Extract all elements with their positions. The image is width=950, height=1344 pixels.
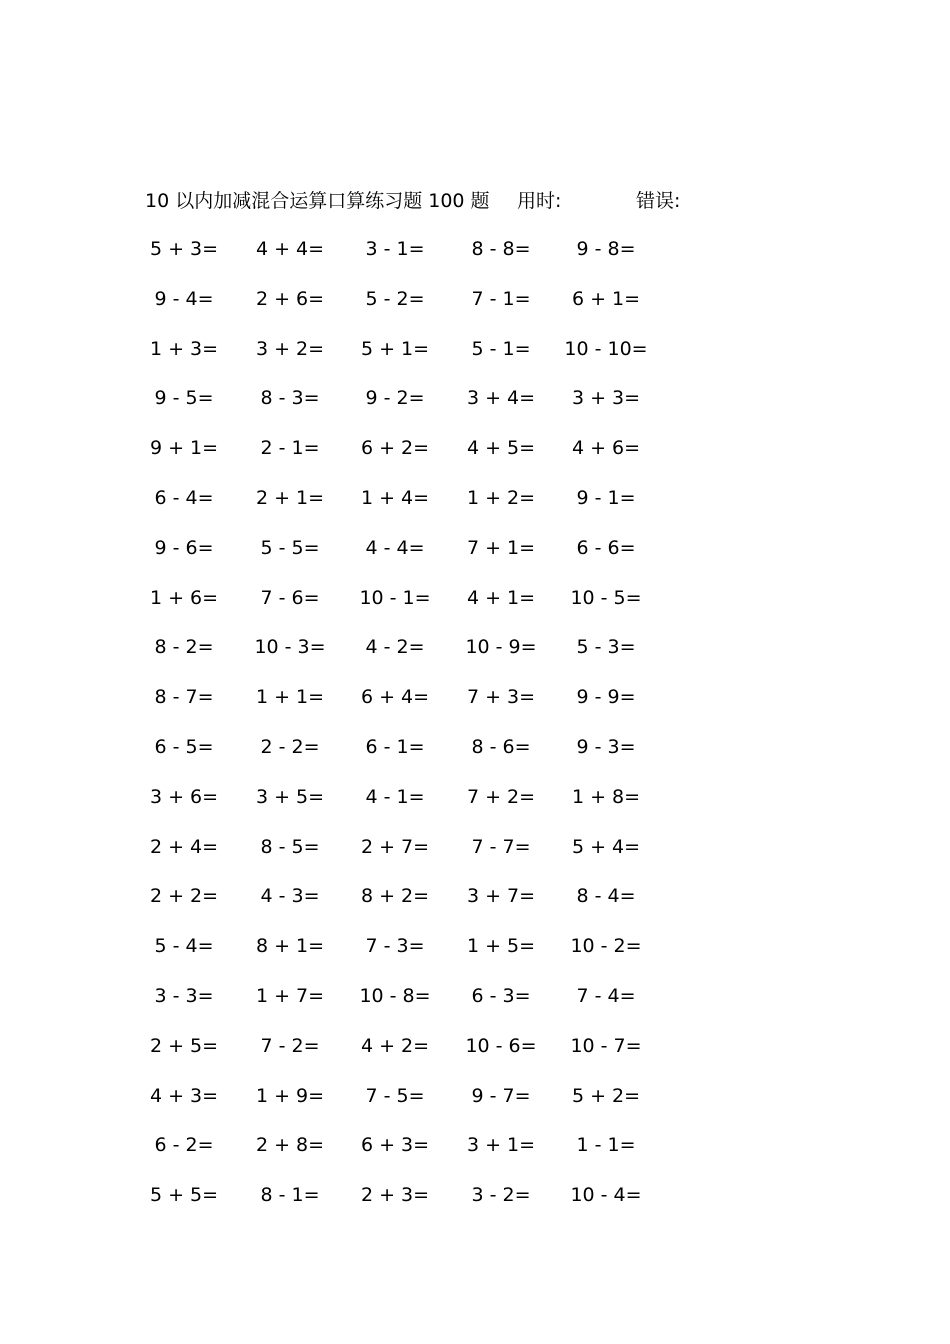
arithmetic-problem: 3 - 3=	[154, 984, 214, 1007]
arithmetic-problem: 7 + 3=	[466, 686, 536, 709]
arithmetic-problem: 5 - 4=	[154, 935, 214, 958]
arithmetic-problem: 9 - 4=	[154, 287, 214, 310]
arithmetic-problem: 7 - 6=	[260, 586, 320, 609]
arithmetic-problem: 8 - 6=	[471, 735, 531, 758]
arithmetic-problem: 2 - 2=	[260, 735, 320, 758]
arithmetic-problem: 1 + 7=	[255, 984, 325, 1007]
arithmetic-problem: 2 + 4=	[149, 835, 219, 858]
arithmetic-problem: 2 + 3=	[360, 1184, 430, 1207]
arithmetic-problem: 3 + 1=	[466, 1134, 536, 1157]
arithmetic-problem: 6 - 6=	[576, 536, 636, 559]
arithmetic-problem: 1 + 3=	[149, 337, 219, 360]
problem-row	[0, 433, 950, 483]
problem-row	[0, 1081, 950, 1131]
arithmetic-problem: 4 + 1=	[466, 586, 536, 609]
arithmetic-problem: 7 - 4=	[576, 984, 636, 1007]
arithmetic-problem: 2 + 2=	[149, 885, 219, 908]
arithmetic-problem: 2 + 7=	[360, 835, 430, 858]
arithmetic-problem: 8 - 4=	[576, 885, 636, 908]
arithmetic-problem: 4 + 6=	[571, 437, 641, 460]
arithmetic-problem: 6 - 2=	[154, 1134, 214, 1157]
arithmetic-problem: 1 - 1=	[576, 1134, 636, 1157]
arithmetic-problem: 8 - 1=	[260, 1184, 320, 1207]
arithmetic-problem: 4 + 3=	[149, 1084, 219, 1107]
problem-row	[0, 931, 950, 981]
arithmetic-problem: 9 - 2=	[365, 387, 425, 410]
problem-row	[0, 234, 950, 284]
arithmetic-problem: 5 + 5=	[149, 1184, 219, 1207]
arithmetic-problem: 6 - 3=	[471, 984, 531, 1007]
arithmetic-problem: 8 - 7=	[154, 686, 214, 709]
arithmetic-problem: 9 + 1=	[149, 437, 219, 460]
arithmetic-problem: 1 + 9=	[255, 1084, 325, 1107]
arithmetic-problem: 10 - 10=	[564, 337, 648, 360]
problem-grid	[0, 234, 950, 1230]
arithmetic-problem: 1 + 1=	[255, 686, 325, 709]
arithmetic-problem: 6 + 1=	[571, 287, 641, 310]
arithmetic-problem: 10 - 9=	[465, 636, 537, 659]
problem-row	[0, 284, 950, 334]
arithmetic-problem: 10 - 2=	[570, 935, 642, 958]
problem-row	[0, 533, 950, 583]
arithmetic-problem: 3 + 4=	[466, 387, 536, 410]
arithmetic-problem: 9 - 6=	[154, 536, 214, 559]
arithmetic-problem: 10 - 5=	[570, 586, 642, 609]
worksheet-title: 10 以内加减混合运算口算练习题 100 题	[145, 190, 490, 212]
problem-row	[0, 682, 950, 732]
arithmetic-problem: 6 + 2=	[360, 437, 430, 460]
arithmetic-problem: 1 + 8=	[571, 785, 641, 808]
error-count-label: 错误:	[636, 190, 681, 212]
arithmetic-problem: 3 - 2=	[471, 1184, 531, 1207]
problem-row	[0, 483, 950, 533]
arithmetic-problem: 4 + 4=	[255, 238, 325, 260]
arithmetic-problem: 4 - 2=	[365, 636, 425, 659]
arithmetic-problem: 1 + 2=	[466, 486, 536, 509]
arithmetic-problem: 4 - 4=	[365, 536, 425, 559]
arithmetic-problem: 8 + 2=	[360, 885, 430, 908]
arithmetic-problem: 10 - 4=	[570, 1184, 642, 1207]
arithmetic-problem: 9 - 9=	[576, 686, 636, 709]
arithmetic-problem: 4 - 1=	[365, 785, 425, 808]
arithmetic-problem: 2 + 1=	[255, 486, 325, 509]
time-used-label: 用时:	[517, 190, 562, 212]
arithmetic-problem: 7 + 1=	[466, 536, 536, 559]
arithmetic-problem: 3 - 1=	[365, 238, 425, 260]
arithmetic-problem: 9 - 3=	[576, 735, 636, 758]
arithmetic-problem: 10 - 1=	[359, 586, 431, 609]
arithmetic-problem: 6 - 1=	[365, 735, 425, 758]
arithmetic-problem: 8 - 8=	[471, 238, 531, 260]
arithmetic-problem: 8 - 3=	[260, 387, 320, 410]
arithmetic-problem: 2 + 8=	[255, 1134, 325, 1157]
arithmetic-problem: 7 - 2=	[260, 1034, 320, 1057]
problem-row	[0, 1031, 950, 1081]
arithmetic-problem: 10 - 3=	[254, 636, 326, 659]
arithmetic-problem: 5 - 3=	[576, 636, 636, 659]
arithmetic-problem: 5 + 1=	[360, 337, 430, 360]
arithmetic-problem: 10 - 6=	[465, 1034, 537, 1057]
arithmetic-problem: 3 + 3=	[571, 387, 641, 410]
problem-row	[0, 881, 950, 931]
arithmetic-problem: 6 + 3=	[360, 1134, 430, 1157]
arithmetic-problem: 9 - 7=	[471, 1084, 531, 1107]
arithmetic-problem: 7 + 2=	[466, 785, 536, 808]
problem-row	[0, 334, 950, 384]
arithmetic-problem: 5 - 1=	[471, 337, 531, 360]
arithmetic-problem: 5 - 5=	[260, 536, 320, 559]
arithmetic-problem: 8 - 2=	[154, 636, 214, 659]
arithmetic-problem: 8 - 5=	[260, 835, 320, 858]
arithmetic-problem: 10 - 8=	[359, 984, 431, 1007]
problem-row	[0, 832, 950, 882]
arithmetic-problem: 9 - 8=	[576, 238, 636, 260]
arithmetic-problem: 5 + 2=	[571, 1084, 641, 1107]
problem-row	[0, 632, 950, 682]
arithmetic-problem: 7 - 7=	[471, 835, 531, 858]
arithmetic-problem: 2 + 5=	[149, 1034, 219, 1057]
arithmetic-problem: 5 + 4=	[571, 835, 641, 858]
arithmetic-problem: 1 + 5=	[466, 935, 536, 958]
arithmetic-problem: 7 - 1=	[471, 287, 531, 310]
arithmetic-problem: 2 - 1=	[260, 437, 320, 460]
arithmetic-problem: 7 - 5=	[365, 1084, 425, 1107]
arithmetic-problem: 9 - 5=	[154, 387, 214, 410]
arithmetic-problem: 3 + 2=	[255, 337, 325, 360]
arithmetic-problem: 9 - 1=	[576, 486, 636, 509]
problem-row	[0, 1180, 950, 1230]
arithmetic-problem: 1 + 4=	[360, 486, 430, 509]
problem-row	[0, 782, 950, 832]
arithmetic-problem: 1 + 6=	[149, 586, 219, 609]
arithmetic-problem: 8 + 1=	[255, 935, 325, 958]
problem-row	[0, 732, 950, 782]
arithmetic-problem: 6 + 4=	[360, 686, 430, 709]
arithmetic-problem: 3 + 6=	[149, 785, 219, 808]
problem-row	[0, 1130, 950, 1180]
arithmetic-problem: 4 - 3=	[260, 885, 320, 908]
arithmetic-problem: 3 + 5=	[255, 785, 325, 808]
arithmetic-problem: 6 - 4=	[154, 486, 214, 509]
problem-row	[0, 383, 950, 433]
arithmetic-problem: 6 - 5=	[154, 735, 214, 758]
arithmetic-problem: 5 - 2=	[365, 287, 425, 310]
arithmetic-problem: 4 + 5=	[466, 437, 536, 460]
arithmetic-problem: 10 - 7=	[570, 1034, 642, 1057]
problem-row	[0, 583, 950, 633]
arithmetic-problem: 7 - 3=	[365, 935, 425, 958]
arithmetic-problem: 5 + 3=	[149, 238, 219, 260]
problem-row	[0, 981, 950, 1031]
arithmetic-problem: 3 + 7=	[466, 885, 536, 908]
arithmetic-problem: 4 + 2=	[360, 1034, 430, 1057]
arithmetic-problem: 2 + 6=	[255, 287, 325, 310]
